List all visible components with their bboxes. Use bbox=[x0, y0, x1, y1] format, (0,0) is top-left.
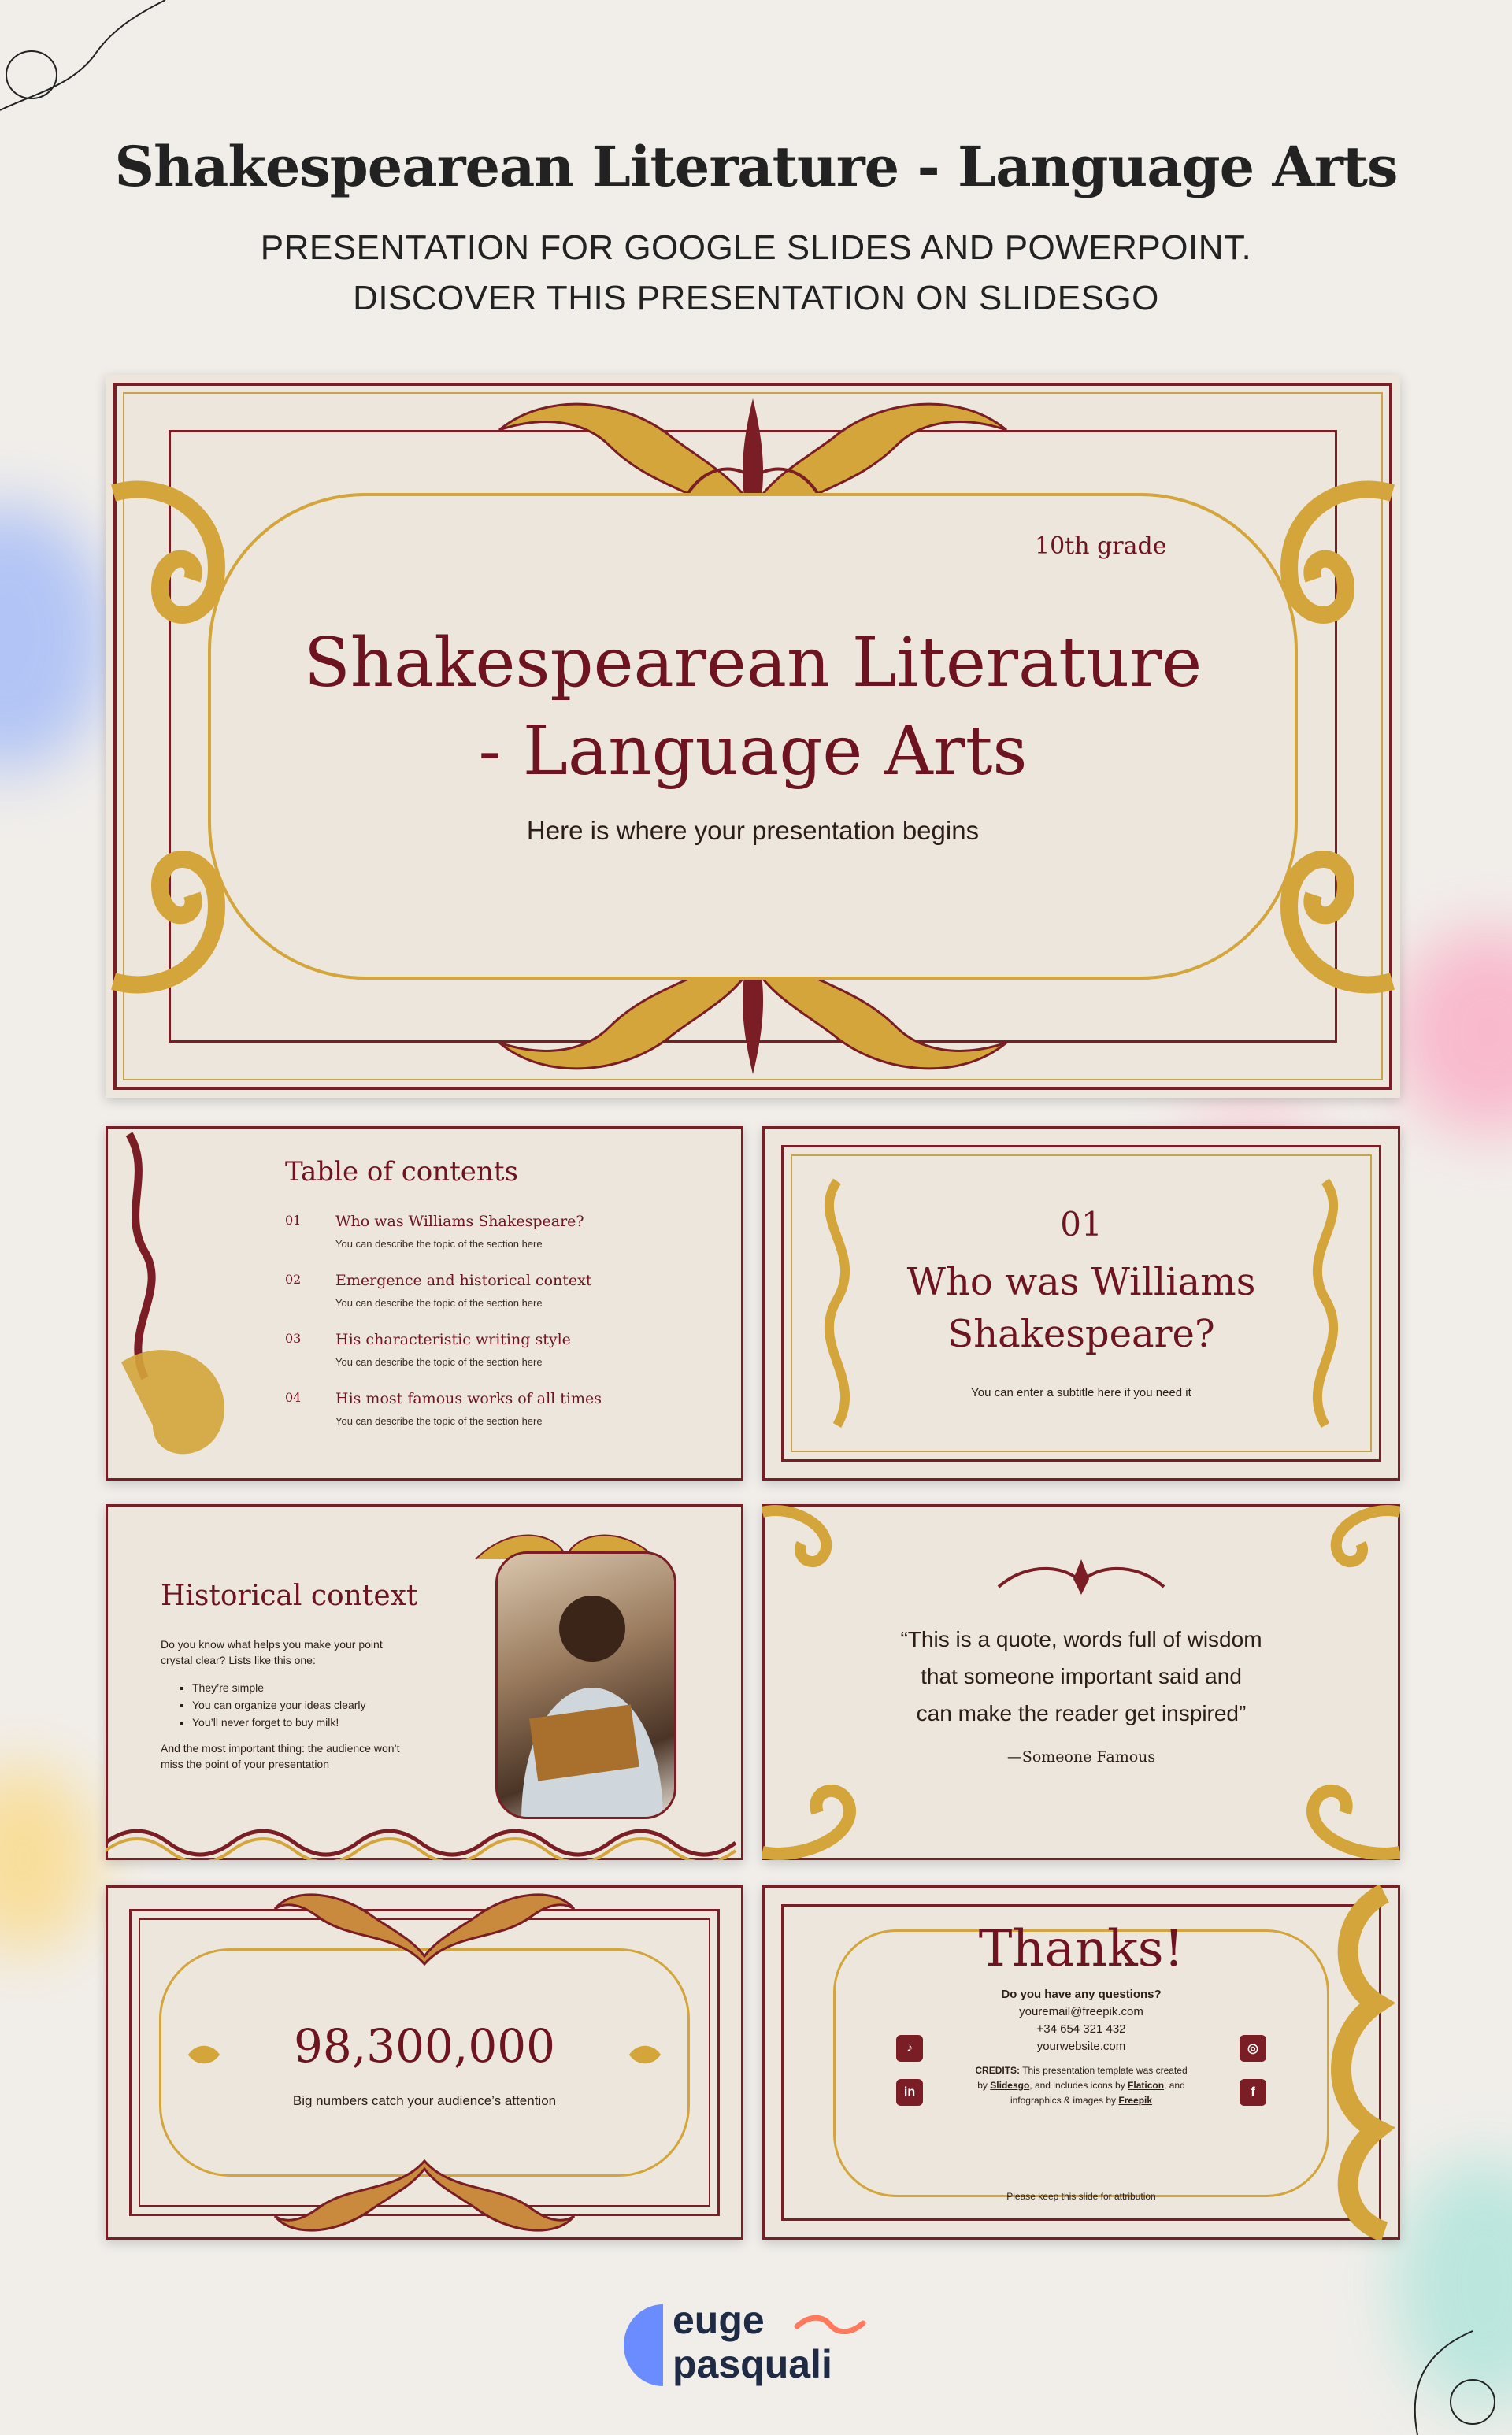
toc-desc: You can describe the topic of the section here bbox=[335, 1356, 543, 1368]
ornament-quote-top bbox=[991, 1551, 1172, 1599]
contact-email[interactable]: youremail@freepik.com bbox=[1019, 2005, 1143, 2018]
credits-line-3 bbox=[762, 2093, 1400, 2108]
toc-number: 01 bbox=[285, 1213, 302, 1228]
ornament-top-right bbox=[1298, 1504, 1400, 1575]
slide-big-number[interactable] bbox=[106, 1885, 743, 2240]
ornament-bottom-left bbox=[762, 1773, 896, 1860]
slidesgo-link[interactable]: Slidesgo bbox=[990, 2080, 1030, 2091]
intro-line-1: Do you know what helps you make your point bbox=[161, 1638, 383, 1651]
slide-section[interactable] bbox=[762, 1126, 1400, 1481]
contact-question: Do you have any questions? bbox=[1001, 1988, 1162, 2001]
outro-line-1: And the most important thing: the audience won’t bbox=[161, 1742, 400, 1755]
paint-blob-blue bbox=[0, 504, 110, 772]
credits-line-1 bbox=[762, 2063, 1400, 2078]
toc-heading: Table of contents bbox=[285, 1156, 518, 1188]
outro-line-2: miss the point of your presentation bbox=[161, 1758, 330, 1770]
slide-subtitle: Here is where your presentation begins bbox=[526, 816, 980, 845]
ornament-bottom-right bbox=[1266, 1773, 1400, 1860]
page-title: Shakespearean Literature - Language Arts bbox=[114, 134, 1398, 199]
toc-number: 04 bbox=[285, 1390, 302, 1405]
attribution-note: Please keep this slide for attribution bbox=[1006, 2191, 1156, 2202]
credits-text-2a: by bbox=[977, 2080, 991, 2091]
facebook-icon[interactable]: f bbox=[1240, 2079, 1266, 2106]
brand-line-2: pasquali bbox=[673, 2342, 832, 2386]
flaticon-link[interactable]: Flaticon bbox=[1128, 2080, 1165, 2091]
title-line-1: Shakespearean Literature bbox=[303, 624, 1203, 702]
bullet-item: ▪ You’ll never forget to buy milk! bbox=[192, 1714, 366, 1731]
credits-text-1: This presentation template was created bbox=[1022, 2065, 1188, 2076]
thanks-title: Thanks! bbox=[978, 1920, 1184, 1978]
history-outro bbox=[161, 1740, 400, 1772]
bullet-item: ▪ They’re simple bbox=[192, 1679, 366, 1696]
ornament-top bbox=[271, 1885, 578, 1972]
brand-mark-icon bbox=[622, 2304, 669, 2386]
contact-website[interactable]: yourwebsite.com bbox=[1036, 2040, 1126, 2053]
title-line-2: - Language Arts bbox=[478, 712, 1028, 791]
credits-block bbox=[762, 2063, 1400, 2108]
history-heading: Historical context bbox=[161, 1580, 418, 1612]
slide-historical-context[interactable] bbox=[106, 1504, 743, 1860]
quote-line-1: “This is a quote, words full of wisdom bbox=[900, 1627, 1262, 1651]
history-bullet-list bbox=[192, 1679, 366, 1731]
instagram-icon[interactable]: ◎ bbox=[1240, 2035, 1266, 2062]
credits-text-3a: infographics & images by bbox=[1010, 2095, 1119, 2106]
credits-label: CREDITS: bbox=[975, 2065, 1021, 2076]
slide-table-of-contents[interactable] bbox=[106, 1126, 743, 1481]
paint-blob-pink bbox=[1394, 929, 1512, 1134]
quote-line-2: that someone important said and bbox=[921, 1664, 1242, 1688]
contact-phone: +34 654 321 432 bbox=[1036, 2022, 1126, 2036]
brand-wave-icon bbox=[794, 2315, 866, 2334]
slide-thanks[interactable] bbox=[762, 1885, 1400, 2240]
toc-desc: You can describe the topic of the section here bbox=[335, 1297, 543, 1309]
subtitle-line-2: DISCOVER THIS PRESENTATION ON SLIDESGO bbox=[353, 279, 1159, 317]
tiktok-icon[interactable]: ♪ bbox=[896, 2035, 923, 2062]
credits-line-2 bbox=[762, 2078, 1400, 2093]
page-header bbox=[0, 134, 1512, 324]
brand-line-1: euge bbox=[673, 2298, 765, 2342]
person-reading-illustration bbox=[498, 1554, 676, 1819]
contact-block bbox=[762, 1986, 1400, 2055]
quote-author: —Someone Famous bbox=[1006, 1748, 1156, 1766]
history-intro bbox=[161, 1636, 383, 1668]
toc-title: Emergence and historical context bbox=[335, 1272, 592, 1289]
toc-number: 02 bbox=[285, 1272, 302, 1287]
big-number-caption: Big numbers catch your audience’s attention bbox=[292, 2093, 557, 2108]
paint-blob-yellow bbox=[0, 1764, 94, 1953]
reading-man-photo bbox=[495, 1551, 676, 1819]
corner-doodle-bottom-right bbox=[1386, 2284, 1512, 2435]
slide-title[interactable] bbox=[106, 375, 1400, 1098]
quote-line-3: can make the reader get inspired” bbox=[916, 1701, 1247, 1725]
section-title-line-1: Who was Williams bbox=[906, 1260, 1256, 1304]
freepik-link[interactable]: Freepik bbox=[1118, 2095, 1153, 2106]
section-title bbox=[762, 1256, 1400, 1360]
page-subtitle bbox=[0, 223, 1512, 324]
toc-title: His most famous works of all times bbox=[335, 1390, 602, 1407]
linkedin-icon[interactable]: in bbox=[896, 2079, 923, 2106]
toc-title: His characteristic writing style bbox=[335, 1331, 571, 1348]
ornament-bottom bbox=[271, 2153, 578, 2240]
section-title-line-2: Shakespeare? bbox=[947, 1312, 1215, 1356]
section-number: 01 bbox=[1060, 1205, 1102, 1243]
quote-text bbox=[762, 1621, 1400, 1732]
big-number-value: 98,300,000 bbox=[293, 2019, 556, 2073]
bullet-item: ▪ You can organize your ideas clearly bbox=[192, 1696, 366, 1714]
slide-quote[interactable] bbox=[762, 1504, 1400, 1860]
toc-number: 03 bbox=[285, 1331, 302, 1346]
toc-desc: You can describe the topic of the section here bbox=[335, 1415, 543, 1427]
credits-text-2c: , and bbox=[1164, 2080, 1185, 2091]
subtitle-line-1: PRESENTATION FOR GOOGLE SLIDES AND POWERPOINT. bbox=[260, 228, 1252, 267]
toc-desc: You can describe the topic of the section here bbox=[335, 1238, 543, 1250]
credits-text-2b: , and includes icons by bbox=[1029, 2080, 1128, 2091]
slide-main-title bbox=[106, 619, 1400, 795]
toc-title: Who was Williams Shakespeare? bbox=[335, 1213, 584, 1230]
ornament-left-vine bbox=[106, 1126, 255, 1481]
brand-logo[interactable] bbox=[622, 2298, 906, 2392]
intro-line-2: crystal clear? Lists like this one: bbox=[161, 1654, 316, 1666]
ornament-bottom-border bbox=[106, 1819, 743, 1860]
ornament-top-left bbox=[762, 1504, 865, 1575]
section-subtitle: You can enter a subtitle here if you need it bbox=[971, 1386, 1191, 1399]
corner-doodle-top-left bbox=[0, 0, 173, 126]
grade-label: 10th grade bbox=[1035, 532, 1167, 560]
